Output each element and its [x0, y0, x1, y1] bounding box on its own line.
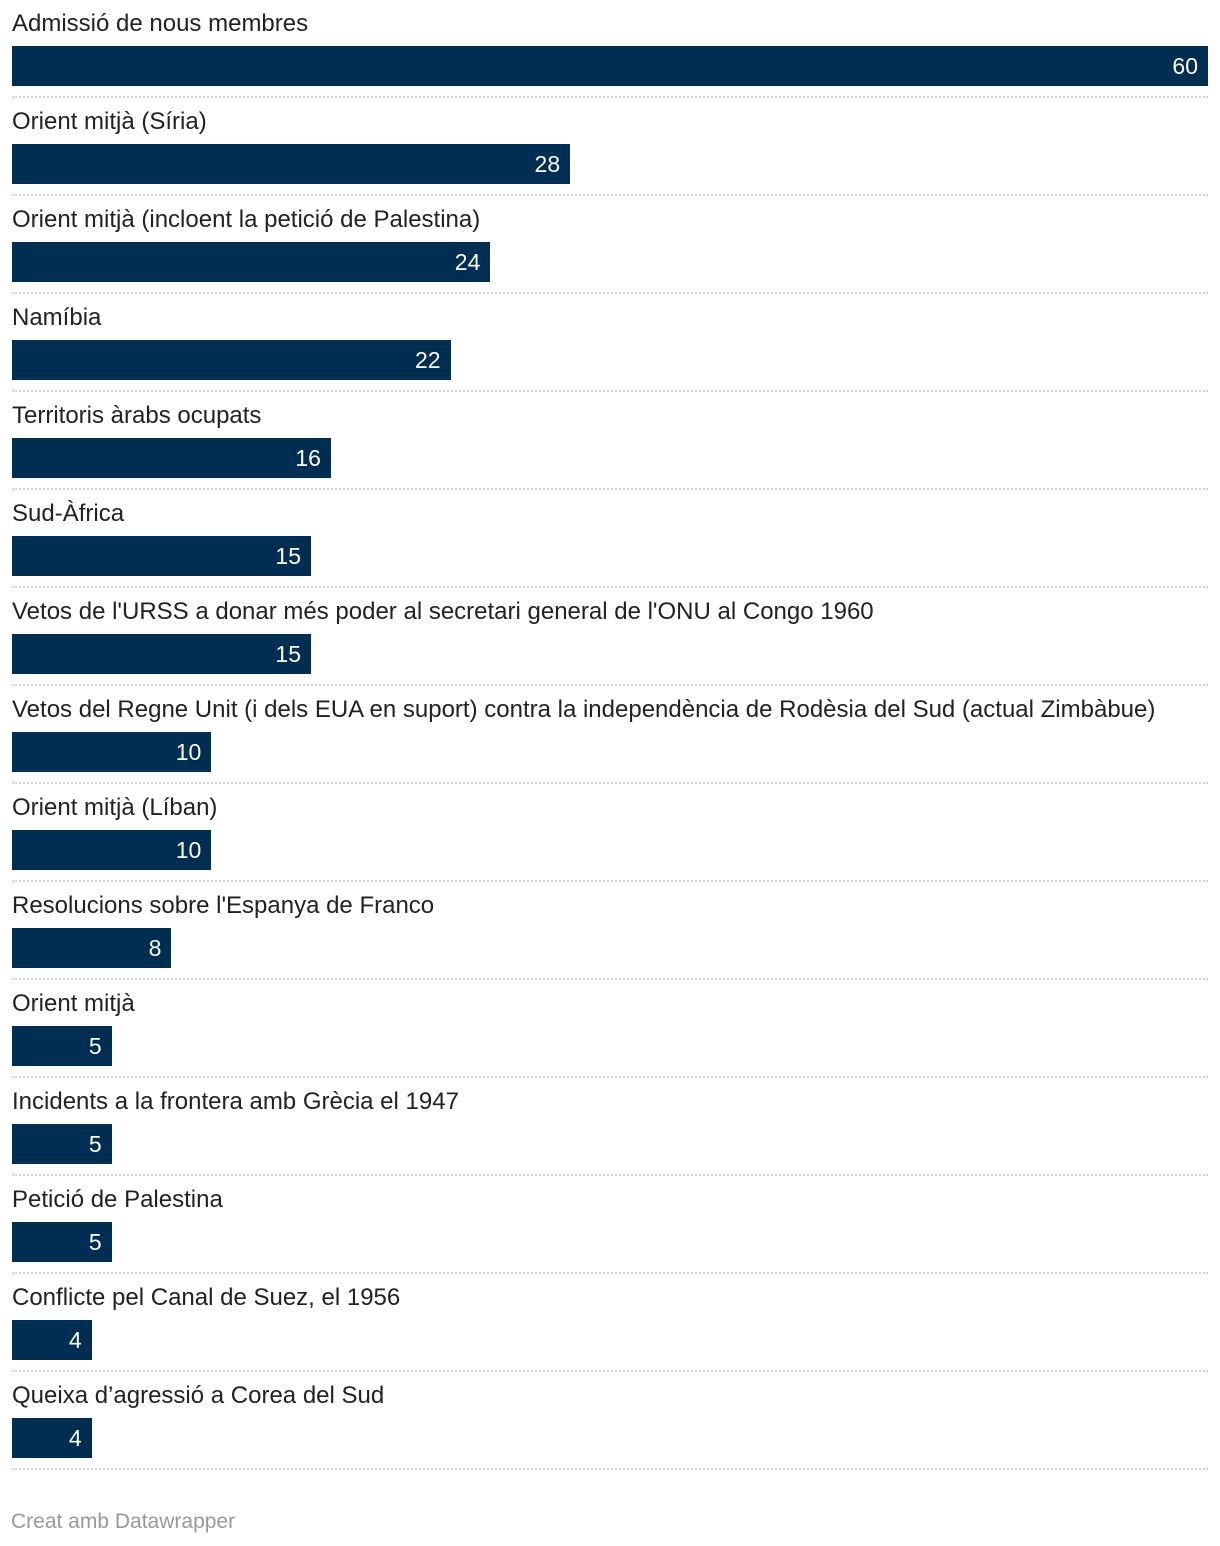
- bar: [12, 830, 211, 870]
- category-label: Resolucions sobre l'Espanya de Franco: [12, 892, 435, 919]
- bar: [12, 1124, 112, 1164]
- chart-row: [12, 1078, 1208, 1176]
- bar: [12, 242, 490, 282]
- chart-row: [12, 1372, 1208, 1470]
- bar: [12, 46, 1208, 86]
- bar-value-label: 28: [534, 151, 561, 177]
- category-label: Vetos de l'URSS a donar més poder al secretari general de l'ONU al Congo 1960: [12, 598, 874, 625]
- bar-value-label: 4: [68, 1425, 82, 1451]
- bar-value-label: 4: [68, 1327, 82, 1353]
- bar-value-label: 8: [148, 935, 162, 961]
- chart-row: [12, 686, 1208, 784]
- category-label: Queixa d’agressió a Corea del Sud: [12, 1382, 385, 1409]
- chart-row: [12, 1176, 1208, 1274]
- chart-row: [12, 294, 1208, 392]
- bar: [12, 1222, 112, 1262]
- bar-value-label: 10: [175, 739, 202, 765]
- category-label: Orient mitjà (incloent la petició de Palestina): [12, 206, 481, 233]
- chart-row: [12, 1274, 1208, 1372]
- bar-value-label: 16: [295, 445, 321, 471]
- category-label: Petició de Palestina: [12, 1186, 223, 1213]
- category-label: Sud-Àfrica: [12, 500, 125, 527]
- bar-value-label: 5: [88, 1229, 102, 1255]
- chart-row: [12, 392, 1208, 490]
- bar: [12, 340, 451, 380]
- chart-row: [12, 0, 1208, 98]
- bar: [12, 536, 311, 576]
- bar: [12, 1418, 92, 1458]
- bar-value-label: 10: [175, 837, 202, 863]
- chart-row: [12, 588, 1208, 686]
- bar-value-label: 15: [275, 543, 301, 569]
- category-label: Orient mitjà (Líban): [12, 794, 218, 821]
- chart-row: [12, 784, 1208, 882]
- bar-value-label: 24: [454, 249, 481, 275]
- bar: [12, 438, 331, 478]
- category-label: Namíbia: [12, 304, 102, 331]
- bar-value-label: 22: [414, 347, 441, 373]
- bar-chart: [12, 0, 1208, 1470]
- bar-value-label: 5: [88, 1131, 102, 1157]
- bar-value-label: 5: [88, 1033, 102, 1059]
- chart-row: [12, 882, 1208, 980]
- chart-row: [12, 196, 1208, 294]
- category-label: Orient mitjà: [12, 990, 135, 1017]
- bar-value-label: 15: [275, 641, 301, 667]
- bar: [12, 1320, 92, 1360]
- chart-row: [12, 490, 1208, 588]
- chart-row: [12, 98, 1208, 196]
- bar: [12, 732, 211, 772]
- bar-value-label: 60: [1172, 53, 1198, 79]
- bar: [12, 1026, 112, 1066]
- category-label: Conflicte pel Canal de Suez, el 1956: [12, 1284, 401, 1311]
- category-label: Territoris àrabs ocupats: [12, 402, 262, 429]
- chart-row: [12, 980, 1208, 1078]
- bar: [12, 928, 171, 968]
- category-label: Vetos del Regne Unit (i dels EUA en suport) contra la independència de Rodèsia del Sud (actual Zimbàbue): [12, 696, 1156, 723]
- category-label: Admissió de nous membres: [12, 10, 309, 37]
- category-label: Incidents a la frontera amb Grècia el 1947: [12, 1088, 459, 1115]
- credit-link[interactable]: Creat amb Datawrapper: [11, 1510, 236, 1533]
- bar: [12, 144, 570, 184]
- category-label: Orient mitjà (Síria): [12, 108, 207, 135]
- bar: [12, 634, 311, 674]
